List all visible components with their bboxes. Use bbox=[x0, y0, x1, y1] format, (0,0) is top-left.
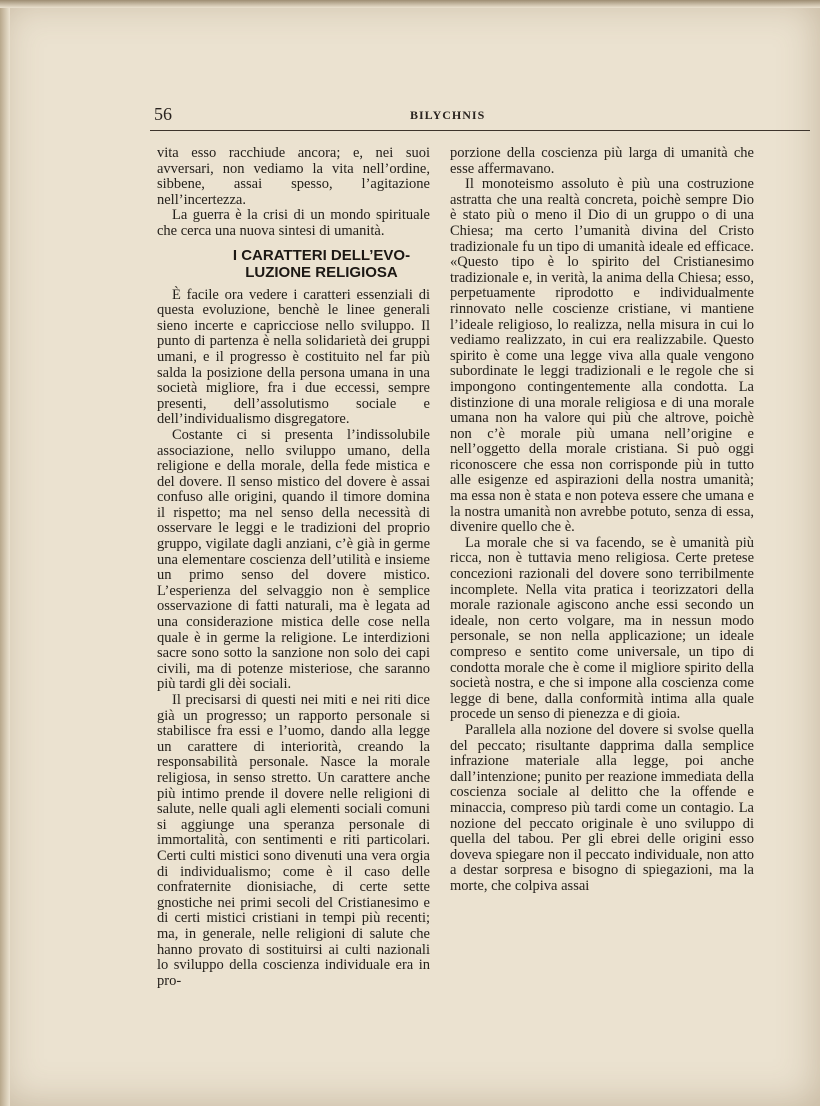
right-column bbox=[450, 146, 754, 895]
paragraph: Il precisarsi di questi nei miti e nei riti dice già un progresso; un rapporto personale si stabilisce fra essi e l’uomo, dando alla legge un carattere di interiorità, creando la responsabilità personale. Nasce la morale religiosa, in senso stretto. Un carattere anche più intimo prende il dovere nelle religioni di salute, nelle quali agli elementi sociali comuni si aggiunge una speranza personale di immortalità, con sentimenti e riti particolari. Certi culti mistici sono divenuti una vera orgia di individualismo; come è il caso delle confraternite dionisiache, di certe sette gnostiche nei primi secoli del Cristianesimo e di certi mistici cristiani in tempi più recenti; ma, in generale, nelle religioni di salute che hanno provato di sostituirsi ai culti nazionali lo sviluppo della coscienza individuale era in pro- bbox=[157, 692, 430, 989]
section-heading-line: LUZIONE RELIGIOSA bbox=[245, 263, 398, 281]
paragraph: vita esso racchiude ancora; e, nei suoi avversari, non vediamo la vita nell’ordine, sibbene, assai spesso, l’agitazione nell’incertezza. bbox=[157, 145, 430, 208]
paragraph: Parallela alla nozione del dovere si svolse quella del peccato; risultante dapprima dalla semplice infrazione materiale alla legge, poi anche dall’intenzione; punito per reazione immediata della coscienza sociale al delitto che la offende e minaccia, compreso più tardi come un contagio. La nozione del peccato originale è uno sviluppo di quella del tabou. Per gli ebrei delle origini esso doveva spiegare non il peccato individuale, non atto a destar sorpresa e bisogno di spiegazioni, ma la morte, che colpiva assai bbox=[450, 721, 754, 894]
page-edge-shadow bbox=[0, 0, 10, 1106]
paragraph: La guerra è la crisi di un mondo spirituale che cerca una nuova sintesi di umanità. bbox=[157, 207, 430, 239]
section-heading bbox=[157, 247, 430, 281]
paragraph: porzione della coscienza più larga di umanità che esse affermavano. bbox=[450, 145, 754, 177]
section-heading-line: I CARATTERI DELL’EVO- bbox=[232, 246, 411, 264]
paragraph: Il monoteismo assoluto è più una costruzione astratta che una realtà concreta, poichè sempre Dio è stato più o meno il Dio di un gruppo o di una Chiesa; ma certo l’umanità divina del Cristo tradizionale fu un tipo di umanità ideale ed efficace. «Questo tipo è lo spirito del Cristianesimo tradizionale e, in verità, la anima della Chiesa; esso, perpetuamente riprodotto e individualmente rinnovato nelle coscienze cristiane, vi mantiene l’ideale religioso, lo realizza, nella misura in cui lo vediamo realizzato, in cui era realizzabile. Questo spirito è come una legge viva alla quale vengono subordinate le leggi tradizionali e le regole che si impongono contingentemente alla condotta. La distinzione di una morale religiosa e di una morale umana non ha valore qui più che altrove, poichè non c’è morale più umana nell’origine e nell’oggetto della morale cristiana. Si può oggi riconoscere che essa non corrisponde più in tutto alle esigenze ed aspirazioni della nostra umanità; ma essa non è stata e non poteva essere che umana e la nostra umanità non avrebbe potuto, senza di essa, divenire quello che è. bbox=[450, 176, 754, 536]
header-rule bbox=[150, 130, 810, 131]
paragraph: È facile ora vedere i caratteri essenziali di questa evoluzione, benchè le linee generali sieno incerte e capricciose nello sviluppo. Il punto di partenza è nella solidarietà dei gruppi umani, e il progresso è costituito nel far più salda la posizione della persona umana in una società migliore, fra i due eccessi, sempre presenti, dell’assolutismo sociale e dell’individualismo disgregatore. bbox=[157, 286, 430, 428]
left-column bbox=[157, 146, 430, 989]
running-head: BILYCHNIS bbox=[410, 108, 486, 122]
page-top-shadow bbox=[0, 0, 820, 8]
page-number: 56 bbox=[154, 104, 172, 124]
paragraph: La morale che si va facendo, se è umanità più ricca, non è tuttavia meno religiosa. Certe pretese concezioni razionali del dovere sono terribilmente incomplete. Nella vita pratica i teorizzatori della morale razionale agiscono anche essi secondo un ideale, non certo volgare, ma in nessun modo personale, se non nella applicazione; un ideale compreso e sentito come universale, un tipo di condotta morale che è come il migliore spirito della società nostra, e che si impone alla coscienza come legge di bene, dalla conformità intima alla quale procede un senso di pienezza e di gioia. bbox=[450, 534, 754, 723]
paragraph: Costante ci si presenta l’indissolubile associazione, nello sviluppo umano, della religione e della morale, della fede mistica e del dovere. Il senso mistico del dovere è assai confuso alle origini, quando il timore domina il rispetto; ma nel senso della necessità di osservare le leggi e le tradizioni del proprio gruppo, vigilate dagli anziani, c’è già in germe una elementare coscienza dell’utilità e insieme un primo senso del dovere mistico. L’esperienza del selvaggio non è semplice osservazione di fatti naturali, ma è legata ad una considerazione mistica delle cose nella quale è in germe la religione. Le interdizioni sacre sono sotto la sanzione non solo dei capi civili, ma di potenze misteriose, che saranno più tardi gli dèi sociali. bbox=[157, 426, 430, 693]
page-header bbox=[150, 104, 810, 128]
